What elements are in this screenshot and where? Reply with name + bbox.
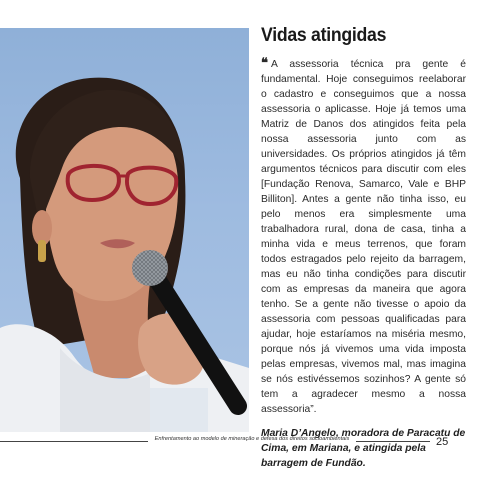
footer-rule-right	[356, 441, 430, 442]
quote-mark-icon: ❝	[261, 56, 268, 71]
quote-text: A assessoria técnica pra gente é fundamental. Hoje conseguimos reelaborar o cadastro e conseguimos que a nossa assessoria o aplicasse. Hoje já temos uma Matriz de Danos dos atingidos feita pela nossa assessoria junto com as universidades. Os próprios atingidos já têm argumentos técnicos para discutir com eles [Fundação Renova, Samarco, Vale e BHP Billiton]. Antes a gente não tinha isso, eu pelo menos era simplesmente uma trabalhadora rural, dona de casa, tinha a minha vida e meus terrenos, que foram todos estragados pelo rejeito da barragem, mas eu não tinha condições para discutir com as empresas da maneira que agora tenho. Se a gente não tivesse o apoio da assessoria com pessoas qualificadas para ajudar, hoje estaríamos na miséria mesmo, porque nós já vivemos uma vida imposta pelas empresas, vivemos mal, mas imagina se nós estivéssemos sozinhos? A gente só tem a agradecer mesmo a nossa assessoria”.	[261, 59, 466, 415]
speaker-photo	[0, 28, 249, 432]
article-title: Vidas atingidas	[261, 25, 387, 46]
page-number: 25	[436, 436, 449, 448]
article-column	[261, 24, 466, 471]
quote-attribution: Maria D’Angelo, moradora de Paracatu de Cima, em Mariana, e atingida pela barragem de Fundão.	[261, 428, 466, 469]
footer-rule-left	[0, 441, 148, 442]
testimony-quote	[261, 56, 466, 417]
running-title: Enfrentamento ao modelo de mineração e defesa dos direitos socioambientais	[154, 436, 350, 442]
